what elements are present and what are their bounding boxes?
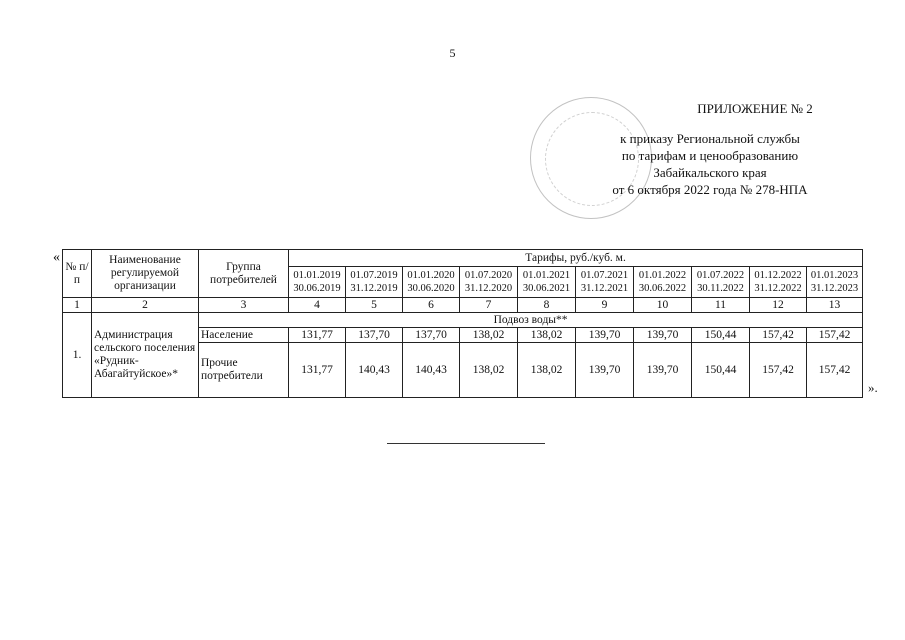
organization-name: Администрация сельского поселения «Рудник-Абагайтуйское»* (92, 313, 199, 398)
scan-noise-top (0, 16, 905, 20)
header-num: № п/п (63, 250, 92, 298)
consumer-group: Прочие потребители (199, 343, 289, 398)
period-cell: 01.07.2021 31.12.2021 (576, 267, 634, 298)
tariff-value: 138,02 (518, 328, 576, 343)
column-number: 10 (634, 298, 692, 313)
tariff-value: 157,42 (750, 343, 807, 398)
column-number: 13 (807, 298, 863, 313)
tariff-table (62, 249, 863, 398)
period-cell: 01.12.2022 31.12.2022 (750, 267, 807, 298)
period-cell: 01.07.2022 30.11.2022 (692, 267, 750, 298)
period-cell: 01.01.2020 30.06.2020 (403, 267, 460, 298)
tariff-value: 138,02 (460, 328, 518, 343)
period-cell: 01.07.2019 31.12.2019 (346, 267, 403, 298)
section-title: Подвоз воды** (199, 313, 863, 328)
tariff-value: 137,70 (346, 328, 403, 343)
column-number: 12 (750, 298, 807, 313)
tariff-value: 150,44 (692, 328, 750, 343)
tariff-value: 139,70 (634, 343, 692, 398)
column-number: 11 (692, 298, 750, 313)
tariff-value: 140,43 (346, 343, 403, 398)
opening-quote: « (53, 250, 60, 265)
header-consumer-group: Группа потребителей (199, 250, 289, 298)
column-number: 7 (460, 298, 518, 313)
closing-quote: ». (868, 380, 878, 395)
header-organization: Наименование регулируемой организации (92, 250, 199, 298)
tariff-value: 138,02 (460, 343, 518, 398)
appendix-title: ПРИЛОЖЕНИЕ № 2 (697, 101, 813, 116)
period-cell: 01.01.2022 30.06.2022 (634, 267, 692, 298)
column-number-row (63, 298, 863, 313)
column-number: 1 (63, 298, 92, 313)
column-number: 9 (576, 298, 634, 313)
appendix-line: к приказу Региональной службы (620, 131, 800, 146)
tariff-value: 157,42 (807, 328, 863, 343)
column-number: 3 (199, 298, 289, 313)
tariff-value: 131,77 (289, 343, 346, 398)
tariff-value: 139,70 (576, 328, 634, 343)
appendix-line: по тарифам и ценообразованию (621, 148, 799, 163)
header-tariffs: Тарифы, руб./куб. м. (289, 250, 863, 267)
column-number: 8 (518, 298, 576, 313)
period-cell: 01.01.2021 30.06.2021 (518, 267, 576, 298)
column-number: 2 (92, 298, 199, 313)
appendix-line: Забайкальского края (653, 165, 767, 180)
tariff-value: 157,42 (750, 328, 807, 343)
tariff-value: 150,44 (692, 343, 750, 398)
period-cell: 01.07.2020 31.12.2020 (460, 267, 518, 298)
appendix-line: от 6 октября 2022 года № 278-НПА (612, 182, 808, 197)
column-number: 6 (403, 298, 460, 313)
column-number: 4 (289, 298, 346, 313)
appendix-header (560, 100, 860, 198)
column-number: 5 (346, 298, 403, 313)
footnote-separator (387, 443, 545, 444)
tariff-value: 137,70 (403, 328, 460, 343)
consumer-group: Население (199, 328, 289, 343)
tariff-value: 157,42 (807, 343, 863, 398)
tariff-value: 139,70 (634, 328, 692, 343)
tariff-value: 140,43 (403, 343, 460, 398)
tariff-value: 131,77 (289, 328, 346, 343)
tariff-value: 138,02 (518, 343, 576, 398)
period-cell: 01.01.2019 30.06.2019 (289, 267, 346, 298)
page-number: 5 (449, 46, 456, 60)
period-cell: 01.01.2023 31.12.2023 (807, 267, 863, 298)
row-number: 1. (63, 313, 92, 398)
tariff-value: 139,70 (576, 343, 634, 398)
